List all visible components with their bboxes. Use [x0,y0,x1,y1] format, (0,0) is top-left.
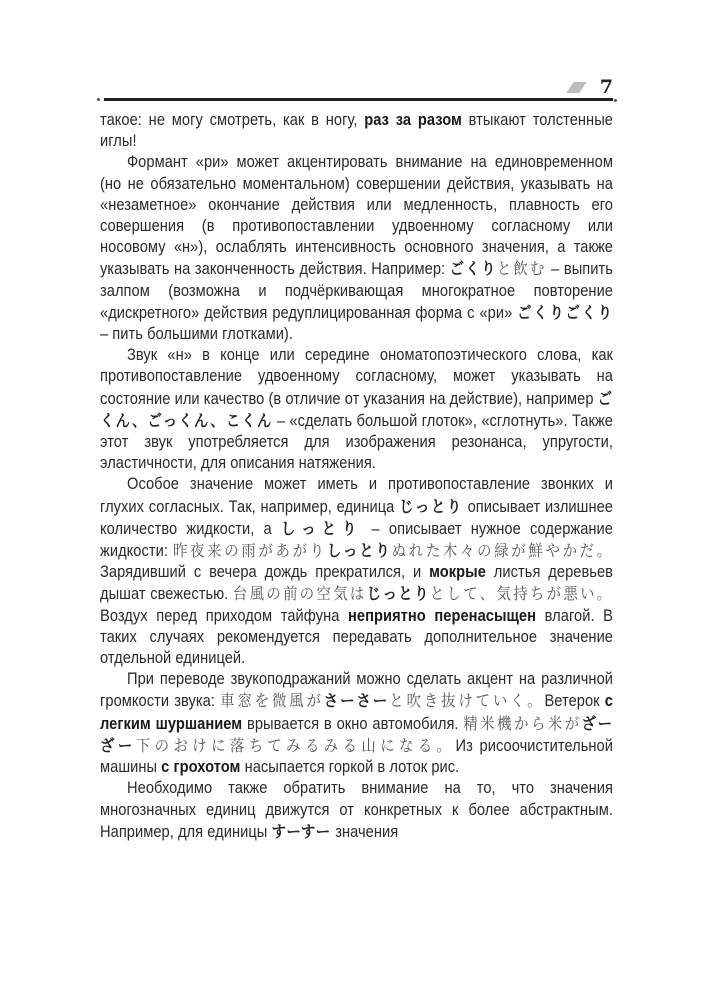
paragraph [100,778,613,843]
paragraph [100,669,613,778]
header-rule [104,98,613,101]
japanese-text: として、気持ちが悪い。 [429,584,613,604]
paragraph [100,152,613,345]
body-text [100,110,613,843]
text-run: Необходимо также обратить внимание на то, что значения многозначных единиц движутся от конкретных к более абстрактным. Например, для единицы [100,779,613,841]
japanese-text: と吹き抜けていく。 [389,691,545,711]
bold-phrase: мокрые [429,563,486,582]
page-number: 7 [599,76,613,98]
paragraph [100,110,613,152]
bold-phrase: с грохотом [161,758,241,777]
text-run: врывается в окно автомобиля. [242,714,464,733]
text-run: При переводе звукоподражаний можно сделать акцент на различной громкости звука: [100,670,613,711]
japanese-text: ごくん、ごっくん、こくん [100,388,613,430]
rule-dot-right [614,99,617,102]
paragraph [100,345,613,474]
text-run: описывает излишнее количество жидкости, а [100,497,613,538]
paragraph [100,474,613,669]
japanese-text: じっとり [399,496,463,516]
text-run: – выпить залпом (возможна и подчёркивающая многократное повторение «дискретного» действия редуплицированная форма с «ри» [100,260,613,322]
japanese-text: しっとり [326,541,392,561]
text-run: – описывает нужное содержание жидкости: [100,519,613,561]
text-run: Звук «н» в конце или середине ономатопоэтического слова, как противопоставление удвоенному согласному, может указывать на состояние или качество (в отличие от указания на действие), например [100,346,613,408]
japanese-text: しっとり [280,518,363,538]
japanese-text: すーすー [271,821,332,841]
text-run: Формант «ри» может акцентировать внимание на единовременном (но не обязательно моментальном) совершении действия, указывать на «незаметное» окончание действия или медленность, плавность его совершения (в противопоставлении удвоенному согласному или носовому «н»), ослаблять интенсивность основного значения, а также указывать на законченность действия. Например: [100,153,613,279]
text-run: – «сделать большой глоток», «сглотнуть». Также этот звук употребляется для изображения резонанса, упругости, эластичности, для описания натяжения. [100,411,613,473]
text-run: Ветерок [544,692,605,711]
japanese-text: ごくりごくり [517,302,613,322]
rule-dot-left [97,98,100,101]
bold-phrase: раз за разом [364,111,462,129]
bold-phrase: с легким шуршанием [100,692,613,733]
text-run: Из рисоочистительной машины [100,736,613,777]
text-run: Воздух перед приходом тайфуна [100,606,349,625]
japanese-text: さーさー [323,691,390,711]
japanese-text: 車窓を微風が [220,691,324,711]
text-run: – пить большими глотками). [100,325,293,344]
decorative-slash-icon [566,82,587,93]
japanese-text: 下のおけに落ちてみるみる山になる。 [135,735,456,755]
japanese-text: と飲む [496,259,547,279]
text-run: Особое значение может иметь и противопоставление звонких и глухих согласных. Так, например, единица [100,475,613,516]
japanese-text: 台風の前の空気は [232,584,367,604]
japanese-text: 昨夜来の雨があがり [172,541,327,561]
text-run: Зарядивший с вечера дождь прекратился, и [100,563,430,582]
japanese-text: ごくり [449,259,497,279]
text-run: такое: не могу смотреть, как в ногу, [100,111,365,129]
running-header [100,74,613,104]
japanese-text: ざーざー [100,713,613,755]
text-run: значения [331,822,399,841]
japanese-text: 精米機から米が [463,713,582,733]
text-run: влагой. В таких случаях рекомендуется передавать дополнительное значение отдельной единицей. [100,606,614,668]
bold-phrase: неприятно перенасыщен [348,606,537,625]
text-run: насыпается горкой в лоток рис. [240,758,460,777]
text-run: листья деревьев дышат свежестью. [100,563,613,604]
japanese-text: ぬれた木々の緑が鮮やかだ。 [391,541,613,561]
text-run: втыкают толстенные иглы! [100,111,613,151]
japanese-text: じっとり [366,584,430,604]
